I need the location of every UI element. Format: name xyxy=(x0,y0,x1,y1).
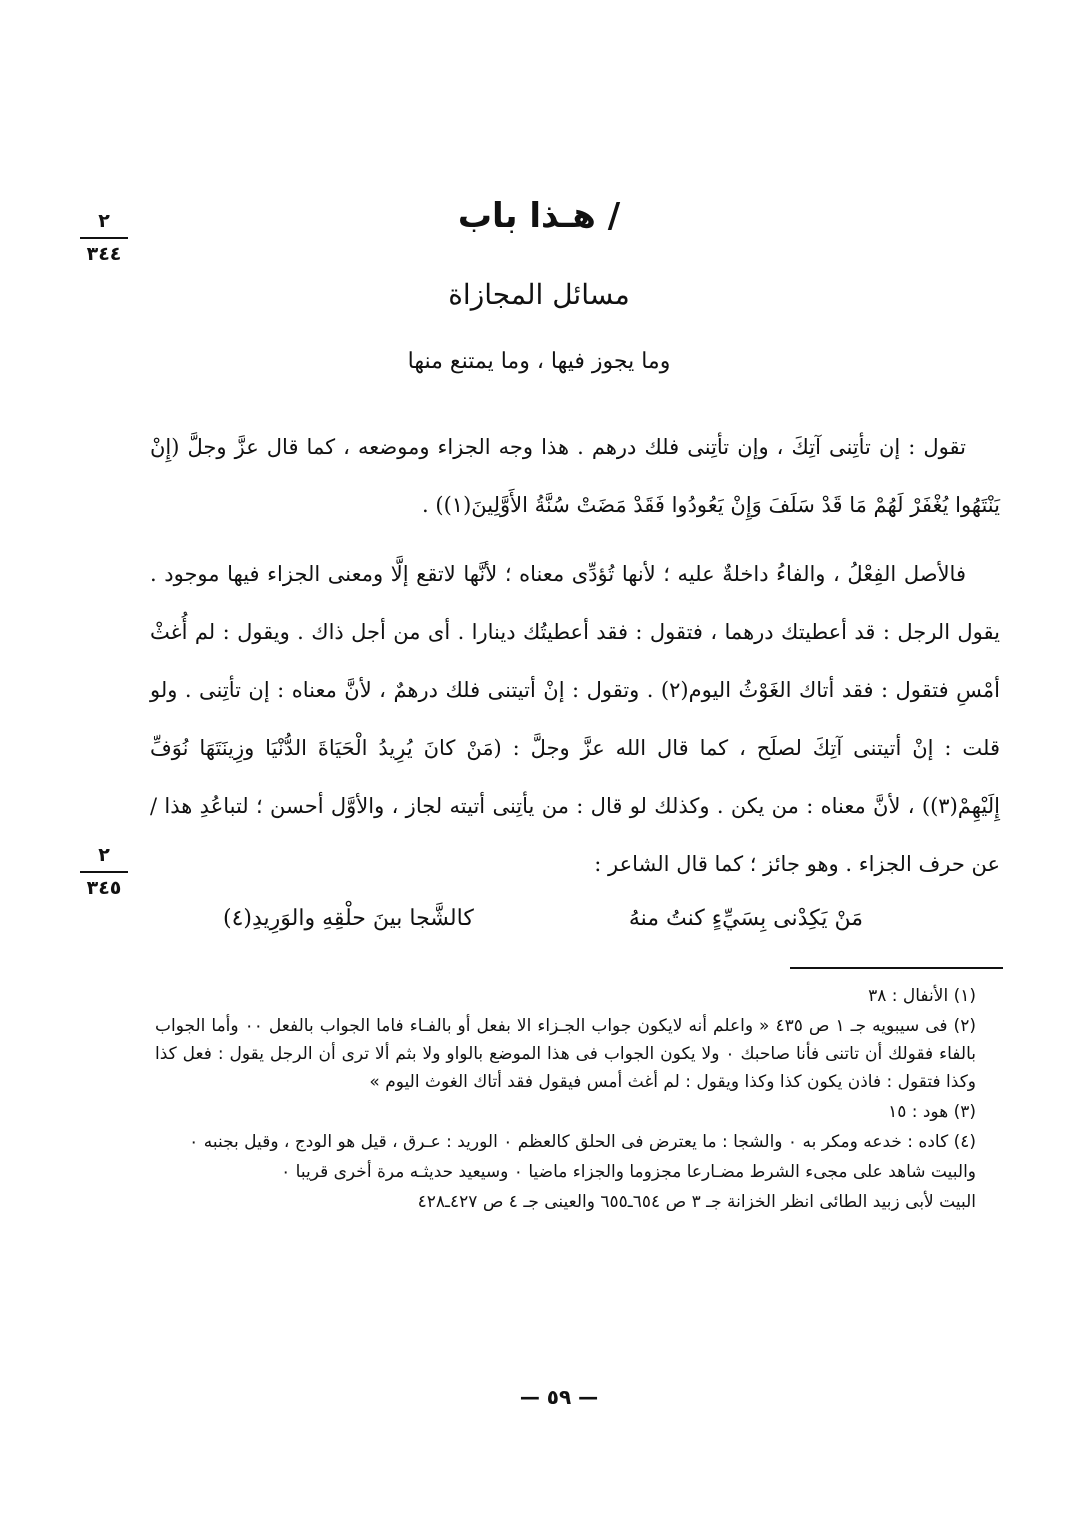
page-number: — ٥٩ — xyxy=(519,1385,599,1409)
poetry-verse xyxy=(223,906,863,931)
marker-page: ٣٤٤ xyxy=(86,243,122,265)
chapter-subtitle: مسائل المجازاة xyxy=(448,278,630,311)
footnote-4: (٤) كاده : خدعه ومكر به ٠ والشجا : ما يعترض فى الحلق كالعظم ٠ الوريد : عـرق ، قيل هو الودج ، وقيل بجنبه ٠ xyxy=(189,1132,976,1152)
verse-second-hemistich: كالشَّجا بينَ حلْقِهِ والوَرِيدِ(٤) xyxy=(223,906,474,931)
chapter-subsubtitle: وما يجوز فيها ، وما يمتنع منها xyxy=(407,349,671,374)
paragraph-2-text: فالأصل الفِعْلُ ، والفاءُ داخلةٌ عليه ؛ لأنها تُؤدِّى معناه ؛ لأنَّها لاتقع إلَّا ومعنى الجزاء فيها موجود . يقول الرجل : قد أعطيتك درهما ، فتقول : فقد أعطيتُك دينارا . أى من أجل ذاك . ويقول : لم أُغثْ أمْسِ فتقول : فقد أتاك الغَوْثُ اليوم(٢) . وتقول : إنْ أتيتنى فلك درهمٌ ، لأنَّ معناه : إن تأتِنى . ولو قلت : إنْ أتيتنى آتِكَ لصلَح ، كما قال الله عزَّ وجلَّ : (مَنْ كانَ يُرِيدُ الْحَيَاةَ الدُّنْيَا وزِينَتَهَا نُوَفِّ إِلَيْهِمْ(٣)) ، لأنَّ معناه : من يكن . وكذلك لو قال : من يأتِنى أتيته لجاز ، والأوَّل أحسن ؛ لتباعُدِ هذا / عن حرف الجزاء . وهو جائز ؛ كما قال الشاعر : xyxy=(150,562,1000,876)
footnote-4-continued: والبيت شاهد على مجىء الشرط مضـارعا مجزوما والجزاء ماضيا ٠ وسيعيد حديثـه مرة أخرى قريبا ٠ xyxy=(281,1162,976,1182)
marker-page: ٣٤٥ xyxy=(86,877,122,899)
chapter-title: / هـذا باب xyxy=(457,196,621,236)
paragraph-1-text: تقول : إن تأتِنى آتِكَ ، وإن تأتِنى فلك درهم . هذا وجه الجزاء وموضعه ، كما قال عزَّ وجلَّ (إِنْ يَنْتَهُوا يُغْفَرْ لَهُمْ مَا قَدْ سَلَفَ وَإِنْ يَعُودُوا فَقَدْ مَضَتْ سُنَّةُ الأَوَّلِينَ(١)) . xyxy=(150,435,1000,517)
footnote-4-source: البيت لأبى زبيد الطائى انظر الخزانة جـ ٣ ص ٦٥٤ـ٦٥٥ والعينى جـ ٤ ص ٤٢٧ـ٤٢٨ xyxy=(417,1192,976,1212)
footnotes xyxy=(155,982,1000,1218)
footnote-separator xyxy=(790,967,1003,969)
margin-page-marker-344 xyxy=(72,212,136,264)
verse-first-hemistich: مَنْ يَكِدْنى بِسَيِّءٍ كنتُ منهُ xyxy=(628,906,863,931)
margin-page-marker-345 xyxy=(72,846,136,898)
paragraph-1 xyxy=(150,418,1000,534)
footnote-2: (٢) فى سيبويه جـ ١ ص ٤٣٥ « واعلم أنه لايكون جواب الجـزاء الا بفعل أو بالفـاء فاما الجواب بالفعل ٠٠ وأما الجواب بالفاء فقولك أن تاتنى فأنا صاحبك ٠ ولا يكون الجواب فى هذا الموضع بالواو ولا بثم ألا ترى أن الرجل يقول : فعل كذا وكذا فتقول : فاذن يكون كذا وكذا ويقول : لم أغث أمس فيقول فقد أتاك الغوث اليوم » xyxy=(155,1016,976,1092)
marker-volume: ٢ xyxy=(98,844,110,866)
footnote-3: (٣) هود : ١٥ xyxy=(888,1102,976,1122)
marker-volume: ٢ xyxy=(98,210,110,232)
footnote-1: (١) الأنفال : ٣٨ xyxy=(868,986,976,1006)
paragraph-2 xyxy=(150,545,1000,893)
